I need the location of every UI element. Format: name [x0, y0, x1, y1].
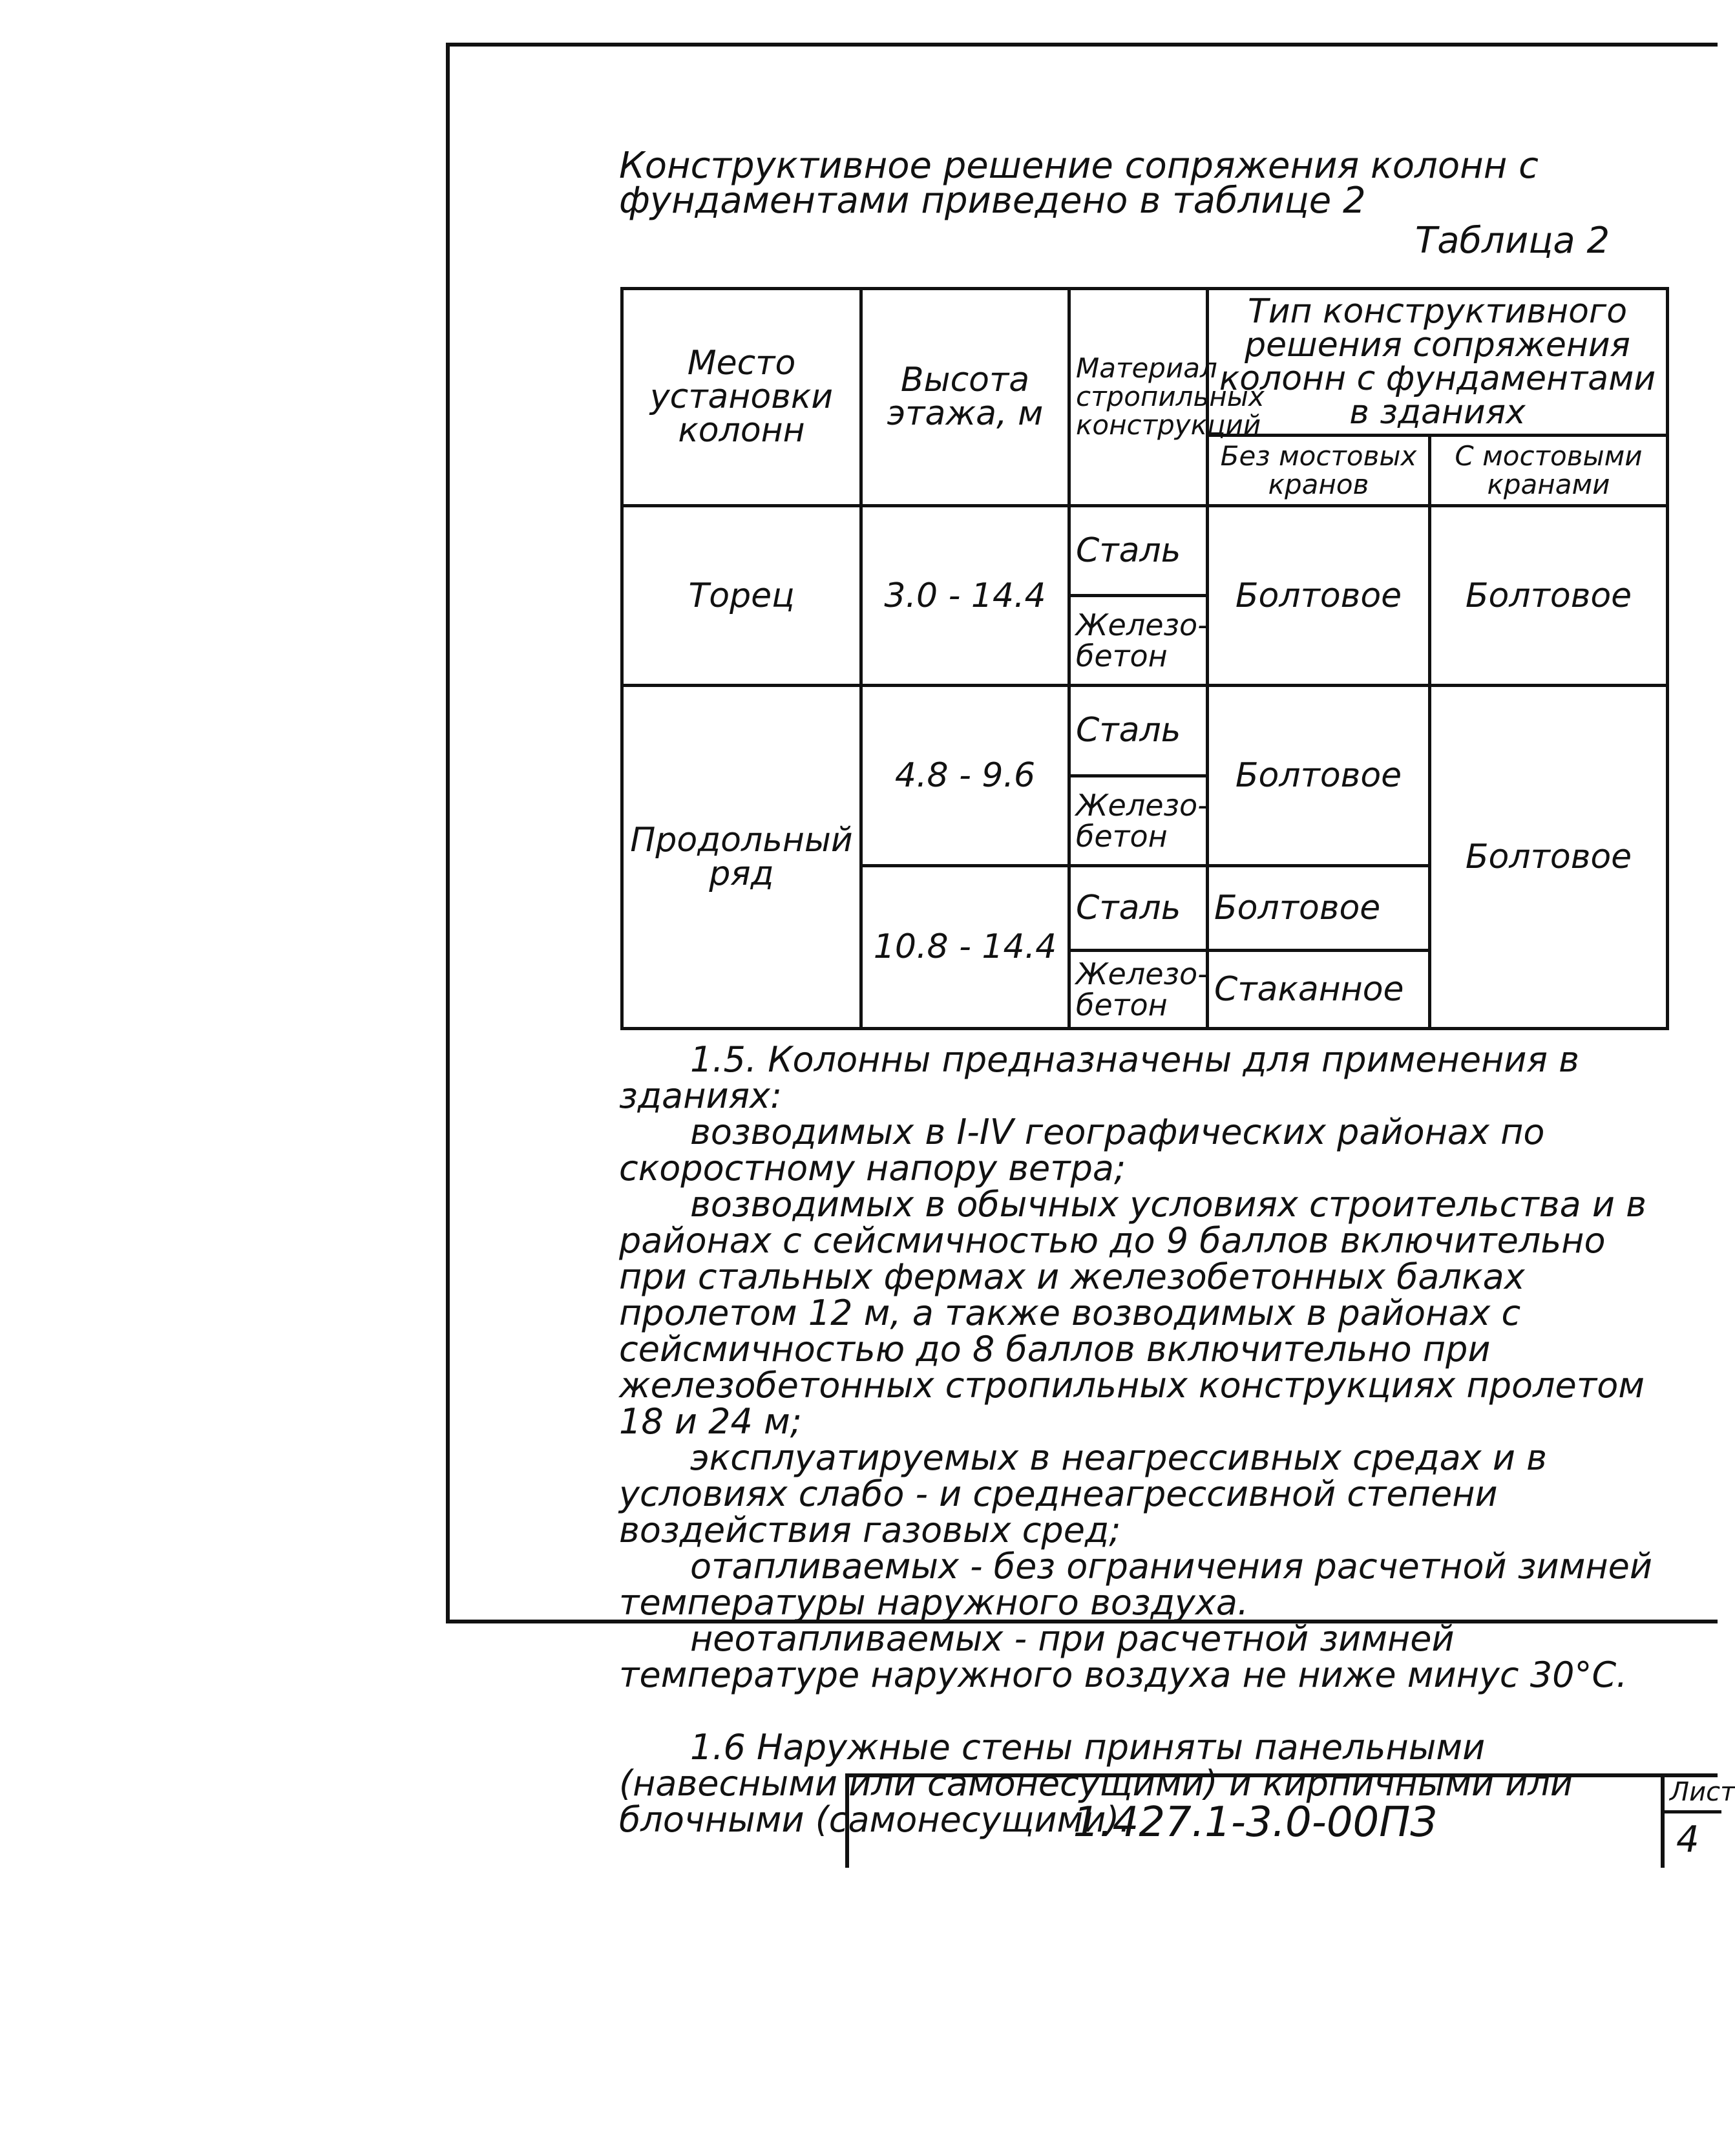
cell-material-concrete: Железо-бетон	[1069, 776, 1208, 865]
cell-with-cranes-row: Болтовое	[1430, 686, 1668, 1029]
cell-with-cranes-torec: Болтовое	[1430, 505, 1668, 685]
cell-material-concrete: Железо-бетон	[1069, 596, 1208, 686]
header-no-cranes: Без мостовых кранов	[1208, 435, 1430, 505]
cell-material-concrete: Железо-бетон	[1069, 950, 1208, 1028]
cell-no-cranes-row-1: Болтовое	[1208, 686, 1430, 865]
header-with-cranes: С мостовыми кранами	[1430, 435, 1668, 505]
paragraph-unheated: неотапливаемых - при расчетной зимней температуре наружного воздуха не ниже минус 30°С.	[619, 1618, 1628, 1695]
cell-height-row-1: 4.8 - 9.6	[861, 686, 1069, 865]
cell-location-row: Продольный ряд	[622, 686, 861, 1029]
sheet-box	[1661, 1777, 1735, 1868]
header-height: Высота этажа, м	[861, 289, 1069, 506]
cell-material-steel: Сталь	[1069, 686, 1208, 776]
paragraph-seismic: возводимых в обычных условиях строительства и в районах с сейсмичностью до 9 баллов включительно при стальных фермах и железобетонных балках пролетом 12 м, а также возводимых в районах с сейсмичностью до 8 баллов включительно при железобетонных стропильных конструкциях пролетом 18 и 24 м;	[619, 1184, 1646, 1442]
paragraph-wind: возводимых в I-IV географических районах по скоростному напору ветра;	[619, 1112, 1545, 1189]
paragraph-1-5: 1.5. Колонны предназначены для применения в зданиях:	[619, 1039, 1579, 1116]
header-material: Материал стропильных конструкций	[1069, 289, 1208, 506]
cell-location-torec: Торец	[622, 505, 861, 685]
title-block	[845, 1773, 1735, 1868]
body-text	[619, 1039, 1653, 1840]
document-code: 1.427.1-3.0-00ПЗ	[1073, 1799, 1437, 1846]
paragraph-1-6: 1.6 Наружные стены приняты панельными (навесными или самонесущими) и кирпичными или блочными (самонесущими).	[619, 1727, 1573, 1840]
header-type: Тип конструктивного решения сопряжения колонн с фундаментами в зданиях	[1208, 289, 1668, 436]
cell-material-steel: Сталь	[1069, 865, 1208, 950]
table-2	[620, 287, 1669, 1030]
cell-no-cranes-row-2a: Болтовое	[1208, 865, 1430, 950]
cell-height-torec: 3.0 - 14.4	[861, 505, 1069, 685]
cell-material-steel: Сталь	[1069, 505, 1208, 595]
paragraph-heated: отапливаемых - без ограничения расчетной зимней температуры наружного воздуха.	[619, 1546, 1652, 1623]
paragraph-aggressive: эксплуатируемых в неагрессивных средах и в условиях слабо - и среднеагрессивной степени воздействия газовых сред;	[619, 1437, 1547, 1550]
sheet-label: Лист	[1665, 1777, 1721, 1813]
intro-text: Конструктивное решение сопряжения колонн с фундаментами приведено в таблице 2	[619, 145, 1539, 222]
header-location: Место установки колонн	[622, 289, 861, 506]
sheet-number: 4	[1676, 1819, 1699, 1861]
table-caption: Таблица 2	[1415, 220, 1610, 262]
cell-no-cranes-row-2b: Стаканное	[1208, 950, 1430, 1028]
cell-height-row-2: 10.8 - 14.4	[861, 865, 1069, 1028]
cell-no-cranes-torec: Болтовое	[1208, 505, 1430, 685]
